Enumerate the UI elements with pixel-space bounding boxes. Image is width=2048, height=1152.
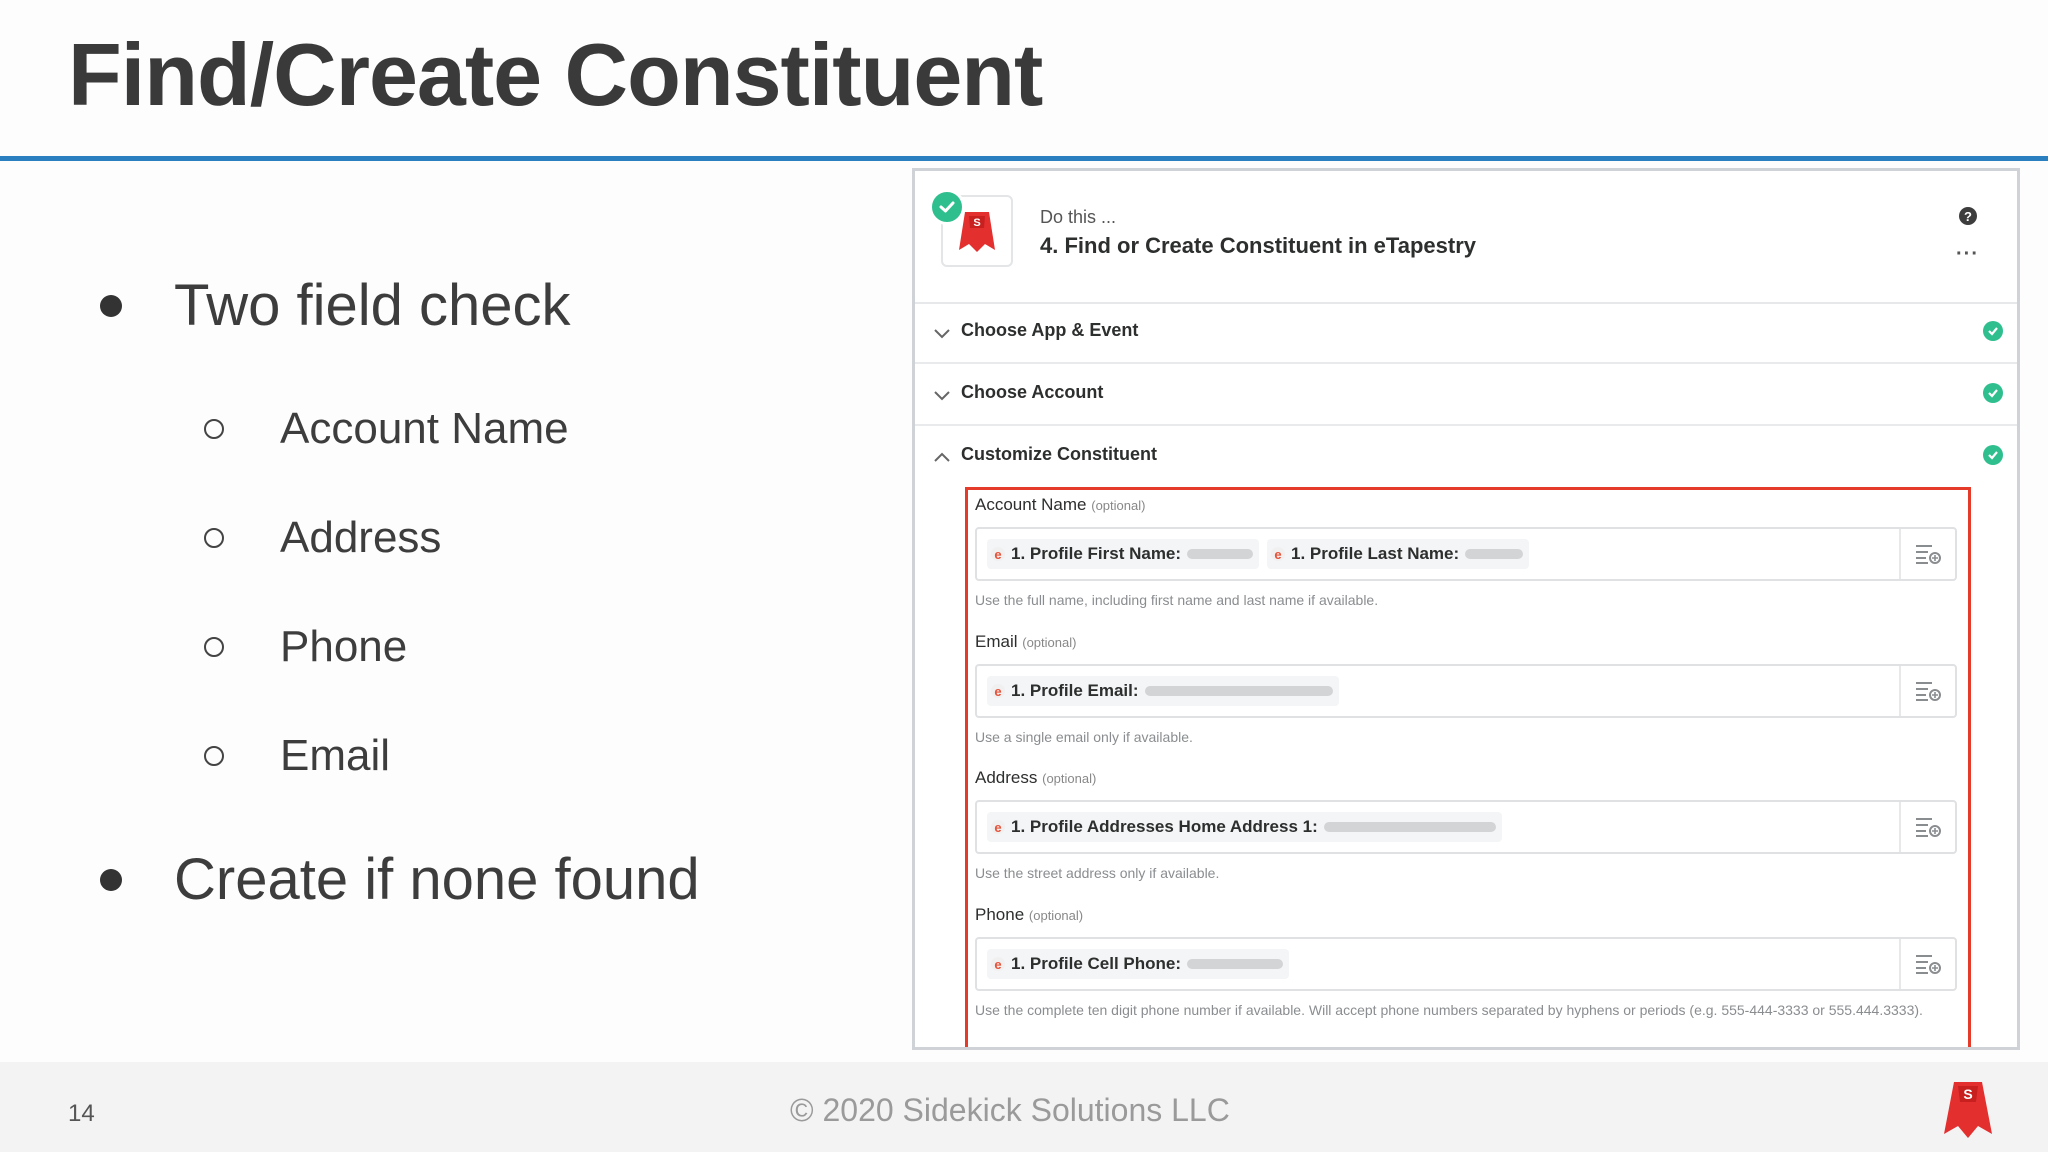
sub-bullet-phone (204, 622, 407, 672)
etapestry-icon: e (1271, 547, 1285, 561)
field-label-text: Address (975, 768, 1038, 787)
more-options-icon[interactable]: ··· (1956, 243, 1979, 265)
email-field[interactable] (975, 664, 1957, 718)
bullet-text: Create if none found (174, 847, 700, 912)
optional-tag: (optional) (1091, 498, 1146, 513)
field-label-phone (975, 905, 1083, 925)
field-label-address (975, 768, 1096, 788)
chevron-down-icon (931, 384, 953, 406)
field-hint: Use the street address only if available. (975, 865, 1220, 881)
etapestry-icon: e (991, 547, 1005, 561)
field-hint: Use the complete ten digit phone number if available. Will accept phone numbers separated by hyphens or periods (e.g. 555-444-3333 or 555.444.3333). (975, 1002, 1923, 1018)
field-label-account-name (975, 495, 1145, 515)
section-label: Choose App & Event (961, 320, 1139, 340)
chevron-up-icon (931, 446, 953, 468)
insert-data-icon[interactable] (1899, 802, 1955, 852)
insert-data-icon[interactable] (1899, 939, 1955, 989)
section-label: Choose Account (961, 382, 1104, 402)
sub-bullet-ring (204, 528, 224, 548)
optional-tag: (optional) (1042, 771, 1097, 786)
pill-label: 1. Profile Addresses Home Address 1: (1011, 817, 1318, 836)
section-label: Customize Constituent (961, 444, 1157, 464)
optional-tag: (optional) (1028, 908, 1084, 923)
step-header[interactable] (915, 171, 2017, 304)
mapped-value-pill[interactable] (987, 812, 1502, 842)
page-number: 14 (68, 1100, 95, 1127)
bullet-dot (100, 869, 122, 891)
section-choose-account[interactable] (915, 364, 2017, 426)
etapestry-icon: e (991, 820, 1005, 834)
step-title[interactable]: 4. Find or Create Constituent in eTapestry (1040, 233, 1476, 258)
phone-field[interactable] (975, 937, 1957, 991)
redacted-value (1145, 686, 1333, 696)
redacted-value (1187, 549, 1253, 559)
insert-data-icon[interactable] (1899, 529, 1955, 579)
pill-label: 1. Profile First Name: (1011, 544, 1182, 563)
section-complete-icon (1983, 383, 2003, 403)
svg-text:S: S (1963, 1086, 1973, 1102)
etapestry-icon: e (991, 684, 1005, 698)
svg-text:S: S (973, 217, 981, 229)
pill-label: 1. Profile Email: (1011, 681, 1139, 700)
field-hint: Use the full name, including first name and last name if available. (975, 592, 1379, 608)
field-label-text: Account Name (975, 495, 1087, 514)
field-label-text: Phone (975, 905, 1025, 924)
sub-bullet-text: Address (280, 513, 442, 562)
mapped-value-pill[interactable] (987, 539, 1259, 569)
copyright: © 2020 Sidekick Solutions LLC (790, 1092, 1230, 1128)
sub-bullet-account-name (204, 404, 569, 454)
account-name-field[interactable] (975, 527, 1957, 581)
sub-bullet-text: Phone (280, 622, 408, 671)
mapped-value-pill[interactable] (1267, 539, 1529, 569)
redacted-value (1187, 959, 1283, 969)
mapped-value-pill[interactable] (987, 949, 1289, 979)
bullet-create-if-none-found (96, 846, 700, 913)
pill-label: 1. Profile Cell Phone: (1011, 954, 1182, 973)
sub-bullet-address (204, 513, 441, 563)
sub-bullet-ring (204, 746, 224, 766)
sub-bullet-text: Account Name (280, 404, 569, 453)
pill-label: 1. Profile Last Name: (1291, 544, 1460, 563)
field-label-text: Email (975, 632, 1018, 651)
field-label-email (975, 632, 1076, 652)
sidekick-cape-icon (1940, 1076, 1996, 1140)
section-customize-constituent[interactable] (915, 426, 2017, 486)
etapestry-icon: e (991, 957, 1005, 971)
optional-tag: (optional) (1022, 635, 1077, 650)
redacted-value (1465, 549, 1523, 559)
bullet-dot (100, 295, 122, 317)
bullet-text: Two field check (174, 273, 571, 338)
sub-bullet-text: Email (280, 731, 391, 780)
field-hint: Use a single email only if available. (975, 729, 1193, 745)
chevron-down-icon (931, 322, 953, 344)
mapped-value-pill[interactable] (987, 676, 1339, 706)
sub-bullet-email (204, 731, 390, 781)
insert-data-icon[interactable] (1899, 666, 1955, 716)
help-icon[interactable]: ? (1959, 207, 1977, 225)
title-divider (0, 156, 2048, 161)
section-complete-icon (1983, 445, 2003, 465)
redacted-value (1324, 822, 1496, 832)
section-choose-app-event[interactable] (915, 302, 2017, 364)
address-field[interactable] (975, 800, 1957, 854)
zap-step-panel (912, 168, 2020, 1050)
slide-title: Find/Create Constituent (68, 25, 1043, 124)
step-subtitle: Do this ... (1040, 207, 1117, 227)
sub-bullet-ring (204, 637, 224, 657)
step-complete-check-icon (929, 189, 965, 225)
section-complete-icon (1983, 321, 2003, 341)
bullet-two-field-check (96, 272, 571, 339)
sub-bullet-ring (204, 419, 224, 439)
